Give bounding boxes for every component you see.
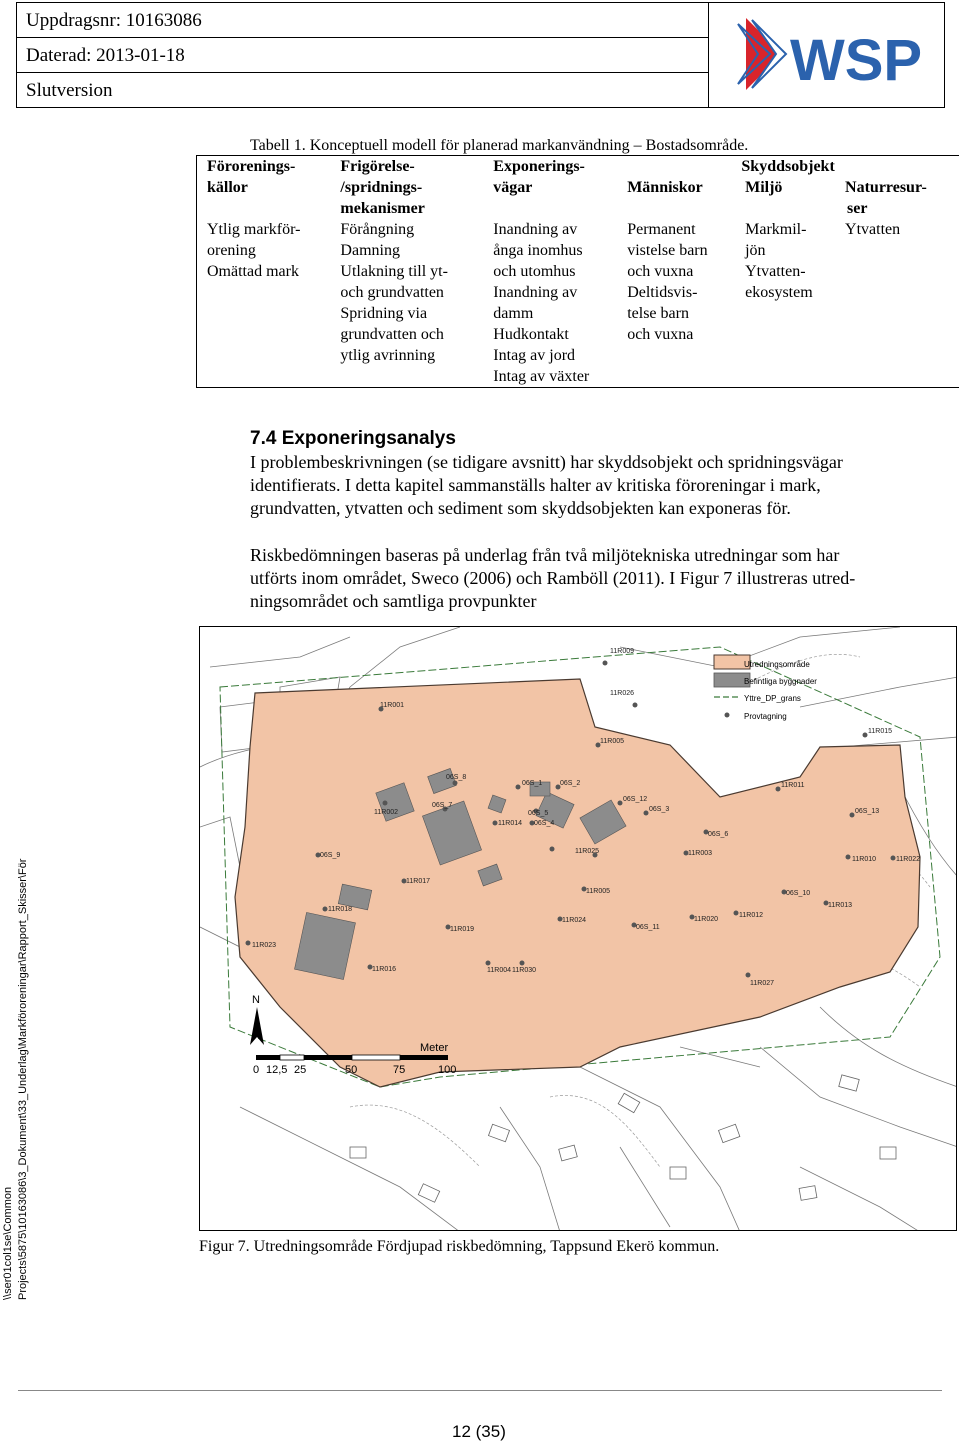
section-title: 7.4 Exponeringsanalys: [250, 428, 456, 449]
point-marker: [850, 813, 855, 818]
legend-label: Befintliga byggnader: [744, 677, 817, 686]
point-label: 11R012: [739, 912, 764, 919]
north-arrow: [250, 994, 264, 1045]
point-label: 11R014: [498, 820, 523, 827]
logo-text: WSP: [790, 28, 923, 93]
investigation-area: [235, 679, 920, 1087]
cell-environment: Markmil- jön Ytvatten- ekosystem: [745, 221, 813, 301]
point-marker: [618, 801, 623, 806]
header-col-resources: Naturresur- ser: [845, 179, 927, 217]
map-legend: [714, 655, 817, 721]
scale-tick: 25: [294, 1064, 307, 1076]
point-marker: [891, 856, 896, 861]
north-arrow-icon: [250, 1007, 264, 1045]
point-marker: [323, 907, 328, 912]
table-row: [197, 219, 960, 388]
point-label: 06S_5: [528, 810, 549, 817]
point-marker: [383, 801, 388, 806]
header-col-environment: Miljö: [745, 179, 783, 196]
surrounding-houses: [350, 1075, 896, 1202]
point-label: 11R010: [852, 856, 877, 863]
point-label: 11R011: [781, 782, 805, 789]
point-marker: [516, 785, 521, 790]
cell-people: Permanent vistelse barn och vuxna Deltidsvis- telse barn och vuxna: [627, 221, 708, 343]
point-label: 06S_4: [534, 820, 555, 827]
header-col-sources: Förorenings- källor: [207, 158, 296, 196]
point-label: 11R020: [694, 916, 719, 923]
legend-swatch-sampling: [725, 713, 730, 718]
point-label: 11R005: [586, 888, 611, 895]
point-marker: [550, 847, 555, 852]
point-marker: [633, 703, 638, 708]
file-path-line-1: \\ser01col1se\Common: [2, 1186, 14, 1300]
concept-model-table: [196, 155, 959, 393]
page-number: 12 (35): [452, 1422, 506, 1441]
point-marker: [644, 811, 649, 816]
point-label: 11R015: [868, 728, 893, 735]
point-marker: [493, 821, 498, 826]
point-label: 06S_7: [432, 802, 453, 809]
header-col-mechanisms: Frigörelse- /spridnings- mekanismer: [340, 158, 425, 217]
cell-sources: Ytlig markför- orening Omättad mark: [207, 221, 301, 280]
scale-tick: 100: [438, 1064, 457, 1076]
map-drawing: [200, 627, 957, 1231]
point-label: 06S_1: [522, 780, 543, 787]
point-label: 06S_9: [320, 852, 341, 859]
point-label: 11R018: [328, 906, 353, 913]
point-label: 06S_6: [708, 831, 729, 838]
scale-tick: 12,5: [266, 1064, 288, 1076]
footer-rule: [18, 1390, 942, 1391]
north-label: N: [252, 994, 260, 1006]
point-label: 11R022: [896, 856, 921, 863]
site-map: [199, 626, 957, 1231]
point-marker: [846, 855, 851, 860]
point-label: 11R024: [562, 917, 587, 924]
point-label: 11R019: [450, 926, 475, 933]
date: Daterad: 2013-01-18: [26, 45, 185, 66]
point-label: 11R001: [380, 702, 405, 709]
cell-resources: Ytvatten: [845, 221, 901, 238]
point-label: 06S_11: [636, 924, 660, 931]
point-marker: [734, 911, 739, 916]
cell-pathways: Inandning av ånga inomhus och utomhus Inandning av damm Hudkontakt Intag av jord Intag av växter: [493, 221, 590, 385]
legend-label: Yttre_DP_grans: [744, 694, 801, 703]
legend-label: Provtagning: [744, 712, 787, 721]
point-label: 11R009: [610, 648, 635, 655]
point-marker: [520, 961, 525, 966]
point-marker: [486, 961, 491, 966]
point-marker: [453, 781, 458, 786]
paragraph-2: Riskbedömningen baseras på underlag från två miljötekniska utredningar som har utförts inom området, Sweco (2006) och Ramböll (2011). I Figur 7 illustreras utred- ningsområdet och samtliga provpunkter: [250, 545, 856, 611]
figure-caption: Figur 7. Utredningsområde Fördjupad riskbedömning, Tappsund Ekerö kommun.: [199, 1238, 720, 1255]
scale-tick: 0: [253, 1064, 260, 1076]
point-label: 11R003: [688, 850, 713, 857]
point-marker: [603, 661, 608, 666]
point-label: 11R023: [252, 942, 277, 949]
point-label: 06S_2: [560, 780, 581, 787]
header-row-line: [16, 37, 708, 38]
header-skyddsobjekt: Skyddsobjekt: [741, 158, 835, 175]
header-divider: [708, 2, 709, 108]
table-caption: Tabell 1. Konceptuell modell för planerad markanvändning – Bostadsområde.: [250, 137, 749, 154]
point-label: 11R030: [512, 967, 537, 974]
point-label: 11R002: [374, 809, 399, 816]
point-label: 11R005: [600, 738, 625, 745]
scale-tick: 75: [393, 1064, 406, 1076]
point-label: 11R027: [750, 980, 775, 987]
scale-tick: 50: [345, 1064, 358, 1076]
version-status: Slutversion: [26, 80, 113, 101]
paragraph-1: I problembeskrivningen (se tidigare avsnitt) har skyddsobjekt och spridningsvägar identifierats. I detta kapitel sammanställs halter av kritiska föroreningar i mark, grundvatten, ytvatten och sediment som skyddsobjekten kan exponeras för.: [250, 452, 843, 518]
point-label: 11R016: [372, 966, 397, 973]
point-label: 11R013: [828, 902, 853, 909]
point-label: 11R017: [406, 878, 431, 885]
cell-mechanisms: Förångning Damning Utlakning till yt- och grundvatten Spridning via grundvatten och ytlig avrinning: [340, 221, 448, 364]
point-marker: [746, 973, 751, 978]
assignment-number: Uppdragsnr: 10163086: [26, 10, 202, 31]
scale-unit: Meter: [420, 1042, 449, 1054]
point-marker: [246, 941, 251, 946]
legend-label: Utredningsområde: [744, 660, 810, 669]
point-label: 11R004: [487, 967, 512, 974]
point-label: 06S_10: [786, 890, 811, 897]
header-row-line: [16, 72, 708, 73]
point-label: 11R026: [610, 690, 635, 697]
point-label: 11R025: [575, 848, 600, 855]
header-col-pathways: Exponerings- vägar: [493, 158, 585, 196]
point-label: 06S_8: [446, 774, 467, 781]
header-col-people: Människor: [627, 179, 703, 196]
point-label: 06S_12: [623, 796, 648, 803]
point-marker: [776, 787, 781, 792]
wsp-logo: [732, 10, 932, 100]
file-path-line-2: Projects\5875\10163086\3_Dokument\33_Underlag\Markföroreningar\Rapport_Skisser\För: [17, 858, 29, 1300]
point-marker: [863, 733, 868, 738]
point-label: 06S_13: [855, 808, 880, 815]
point-label: 06S_3: [649, 806, 670, 813]
